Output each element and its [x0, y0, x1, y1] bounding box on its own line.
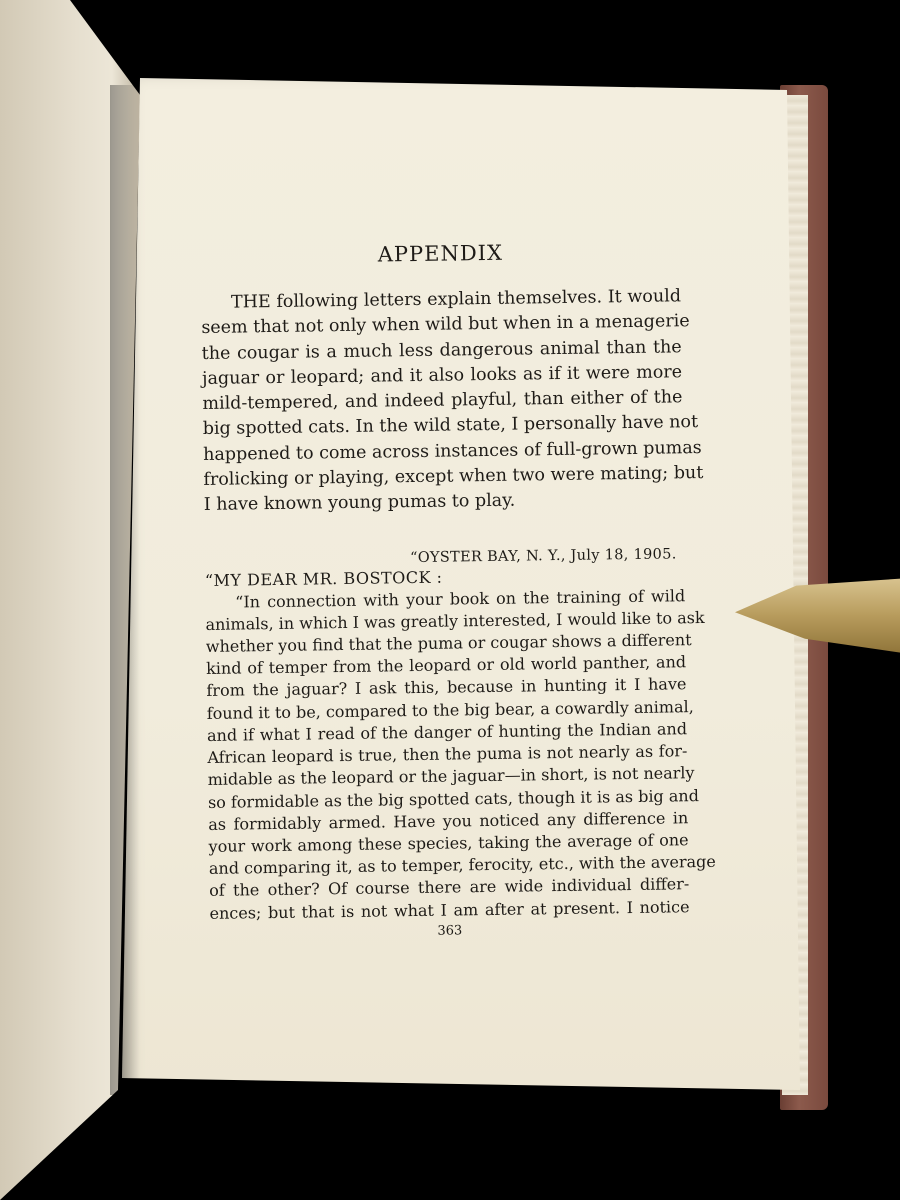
letter-salutation: “MY DEAR MR. BOSTOCK :	[204, 567, 443, 590]
letter-line: “In connection with your book on the training of wild	[235, 585, 686, 612]
intro-paragraph	[201, 284, 704, 518]
letter-line: animals, in which I was greatly interested, I would like to ask	[205, 607, 705, 634]
intro-line: jaguar or leopard; and it also looks as if it were more	[201, 362, 683, 389]
letter-line: kind of temper from the leopard or old world panther, and	[205, 652, 687, 679]
letter-line: from the jaguar? I ask this, because in hunting it I have	[206, 674, 687, 701]
intro-line: mild-tempered, and indeed playful, than either of the	[202, 387, 683, 415]
letter-line: ences; but that is not what I am after at present. I notice	[209, 896, 690, 923]
letter-body	[205, 585, 716, 925]
letter-line: so formidable as the big spotted cats, though it is as big and	[207, 785, 700, 812]
page-text	[200, 223, 716, 941]
page-heading: APPENDIX	[377, 240, 504, 267]
letter-line: your work among these species, taking the average of one	[208, 830, 689, 856]
letter-line: as formidably armed. Have you noticed any difference in	[208, 807, 689, 834]
letter-dateline: “OYSTER BAY, N. Y., July 18, 1905.	[409, 546, 677, 566]
intro-line: big spotted cats. In the wild state, I personally have not	[202, 412, 699, 440]
intro-line: happened to come across instances of full-grown pumas	[202, 437, 702, 465]
letter-line: of the other? Of course there are wide individual differ-	[209, 874, 690, 901]
intro-line: I have known young pumas to play.	[203, 491, 516, 516]
letter-line: found it to be, compared to the big bear, a cowardly animal,	[206, 696, 694, 723]
letter-line: and if what I read of the danger of hunting the Indian and	[206, 719, 688, 745]
intro-line: seem that not only when wild but when in a menagerie	[201, 311, 690, 339]
intro-line: frolicking or playing, except when two were mating; but	[203, 463, 704, 491]
letter-line: midable as the leopard or the jaguar—in short, is not nearly	[207, 763, 695, 790]
letter-line: whether you find that the puma or cougar shows a different	[205, 630, 692, 657]
intro-line: THE following letters explain themselves. It would	[230, 286, 682, 313]
letter-line: African leopard is true, then the puma is not nearly as for-	[207, 741, 688, 768]
letter-line: and comparing it, as to temper, ferocity, etc., with the average	[208, 851, 716, 879]
page-number: 363	[437, 923, 463, 939]
gutter-shadow	[110, 85, 140, 1095]
intro-line: the cougar is a much less dangerous animal than the	[201, 336, 682, 364]
